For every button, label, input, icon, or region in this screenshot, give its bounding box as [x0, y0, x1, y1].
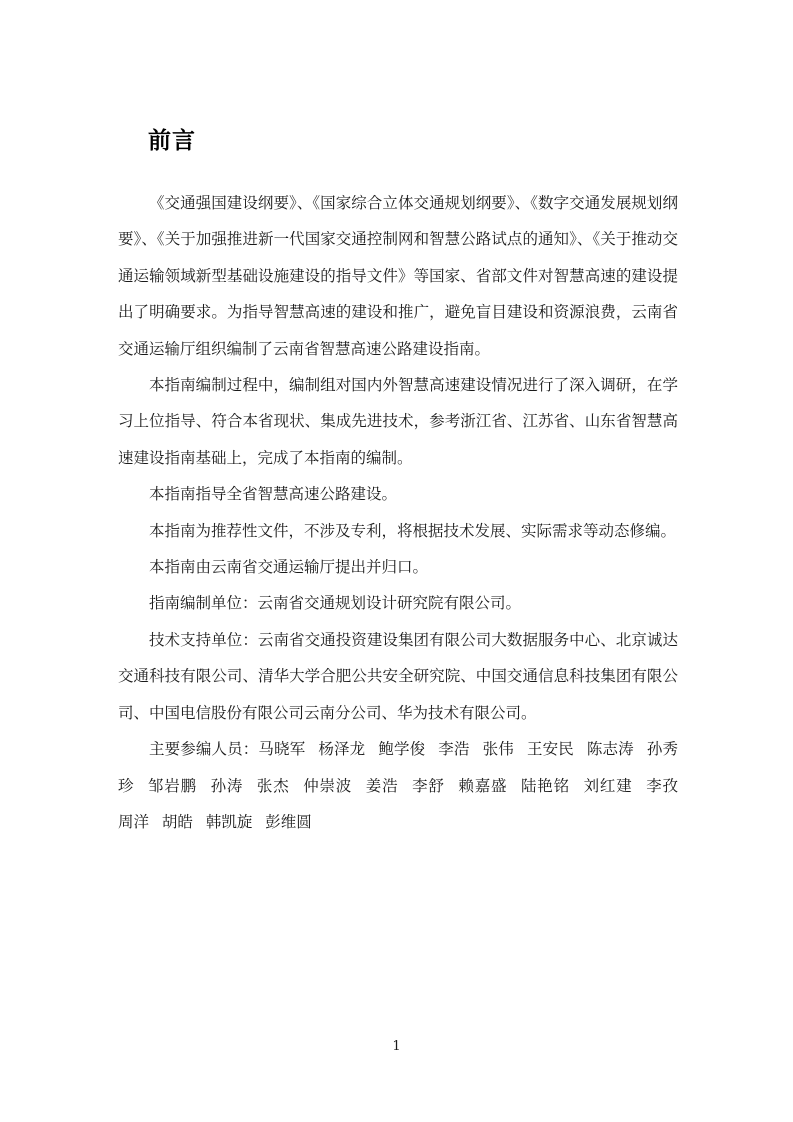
paragraph-requirements: 《交通强国建设纲要》、《国家综合立体交通规划纲要》、《数字交通发展规划纲要》、《关于加强推进新一代国家交通控制网和智慧公路试点的通知》、《关于推动交通运输领域新型基础设施建设的指导文件》等国家、省部文件对智慧高速的建设提出了明确要求。为指导智慧高速的建设和推广，避免盲目建设和资源浪费，云南省交通运输厅组织编制了云南省智慧高速公路建设指南。: [118, 194, 678, 358]
page-title: 前言: [148, 127, 196, 154]
paragraph-process: 本指南编制过程中，编制组对国内外智慧高速建设情况进行了深入调研，在学习上位指导、符合本省现状、集成先进技术，参考浙江省、江苏省、山东省智慧高速建设指南基础上，完成了本指南的编制。: [118, 376, 678, 467]
paragraph-scope: 本指南指导全省智慧高速公路建设。: [149, 485, 398, 504]
paragraph-nature: 本指南为推荐性文件，不涉及专利，将根据技术发展、实际需求等动态修编。: [149, 521, 677, 540]
foreword-body: [118, 185, 678, 840]
page-number: 1: [392, 1039, 401, 1054]
paragraph-contributors: 主要参编人员：马晓军 杨泽龙 鲍学俊 李浩 张伟 王安民 陈志涛 孙秀珍 邹岩鹏 孙涛 张杰 仲崇波 姜浩 李舒 赖嘉盛 陆艳铭 刘红建 李孜 周洋 胡皓 韩凯旋 彭维圆: [118, 740, 678, 831]
paragraph-support-units: 技术支持单位：云南省交通投资建设集团有限公司大数据服务中心、北京诚达交通科技有限公司、清华大学合肥公共安全研究院、中国交通信息科技集团有限公司、中国电信股份有限公司云南分公司、华为技术有限公司。: [118, 630, 678, 722]
paragraph-compiler: 指南编制单位：云南省交通规划设计研究院有限公司。: [149, 594, 522, 613]
paragraph-proposer: 本指南由云南省交通运输厅提出并归口。: [149, 558, 429, 577]
